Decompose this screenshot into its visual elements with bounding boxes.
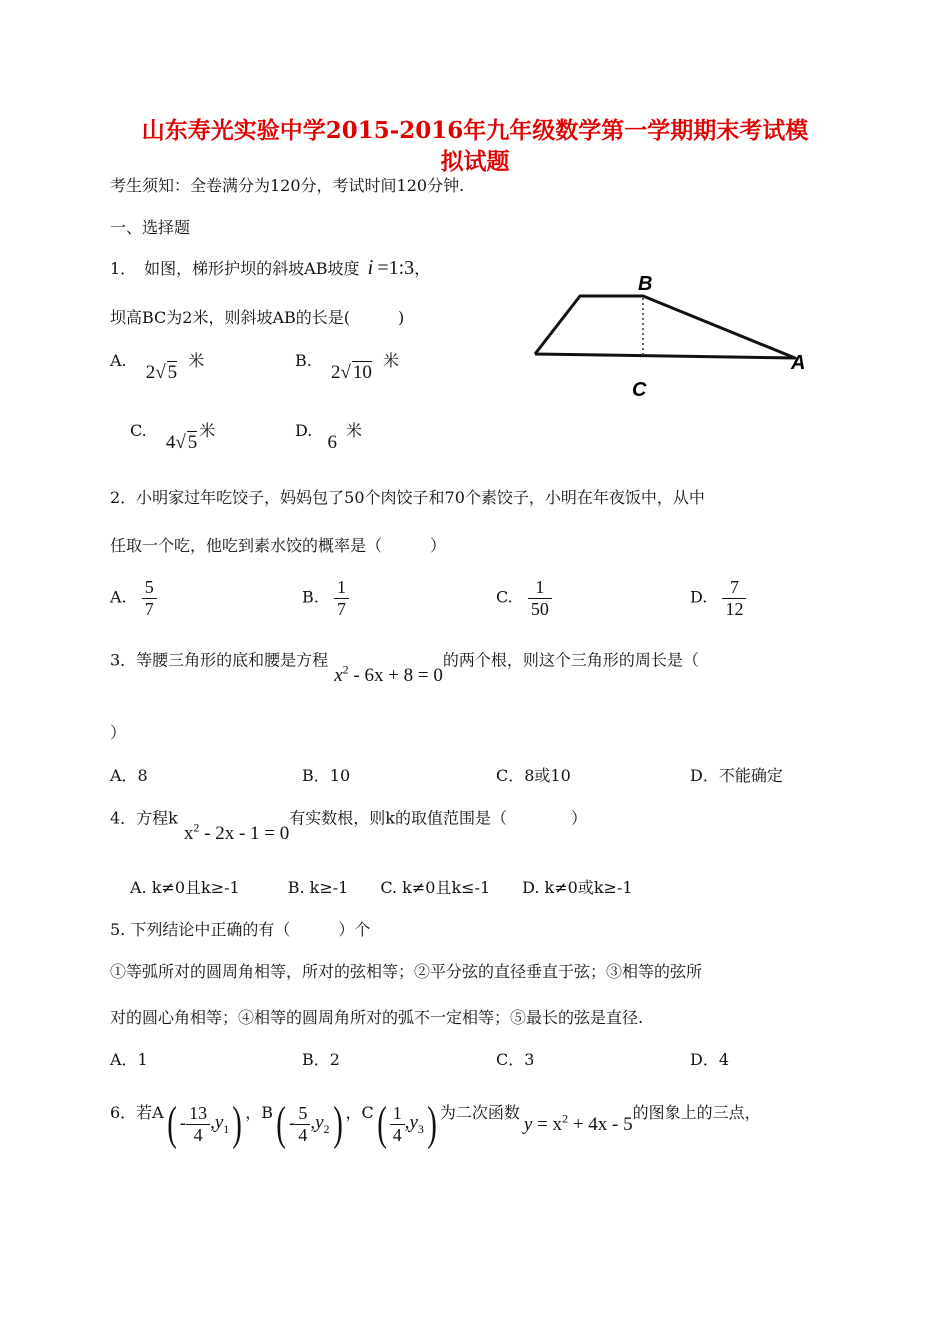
q6-point-c-y: y [409,1111,418,1133]
q3-stem-text-end: 的两个根，则这个三角形的周长是（ [442,650,699,670]
q6-point-a-numerator: 13 [189,1102,208,1123]
q2-option-b-denominator: 7 [334,598,349,620]
q4-eq-exponent: 2 [193,821,200,835]
q6-func-eq: = x [537,1114,563,1136]
q1-option-a: A. 2√ 5 米 [110,351,205,383]
q3-stem [110,647,699,687]
q1-stem-line2: 坝高BC为2米，则斜坡AB的长是( ) [110,308,405,327]
q1-option-a-unit: 米 [188,351,205,370]
q3-stem-text: 3．等腰三角形的底和腰是方程 [110,650,329,670]
q3-eq-exponent: 2 [342,663,349,677]
q1-stem-comma: ， [414,259,431,278]
q2-option-a [110,577,157,619]
q4-eq-x: x [183,823,194,845]
q2-stem-line1: 2．小明家过年吃饺子，妈妈包了50个肉饺子和70个素饺子，小明在年夜饭中，从中 [110,488,705,507]
exam-notice: 考生须知：全卷满分为120分，考试时间120分钟. [110,176,465,195]
q5-option-c: C．3 [496,1050,535,1069]
q1-option-c-unit: 米 [199,421,216,440]
q2-option-b-label: B. [302,587,319,607]
q6-paren-open-a: ( [166,1097,177,1150]
q4-eq-rest: - 2x - 1 = 0 [204,823,290,845]
q6-point-a-label: 6．若A [110,1103,164,1122]
q5-option-a: A．1 [110,1050,148,1069]
q6-point-c-label: ，C [345,1103,374,1122]
point-c-label: C [632,379,647,401]
q6-paren-open-c: ( [376,1097,387,1150]
q2-option-a-numerator: 5 [144,577,154,597]
q3-option-c: C．8或10 [496,766,571,785]
q2-option-a-label: A. [110,587,127,607]
q5-option-b: B．2 [302,1050,340,1069]
q4-options: A. k≠0且k≥-1 B. k≥-1 C. k≠0且k≤-1 D. k≠0或k≥-1 [130,878,633,897]
q2-option-d-label: D. [690,587,708,607]
q6-point-b-numerator: 5 [298,1102,308,1123]
q1-option-d-unit: 米 [346,421,363,440]
q6-paren-close-a: ) [232,1097,243,1150]
q1-ratio-value: =1:3 [377,257,415,279]
dam-trapezoid-figure [525,262,815,402]
document-title-line1: 山东寿光实验中学2015-2016年九年级数学第一学期期末考试模 [141,117,809,144]
q6-paren-close-b: ) [332,1097,343,1150]
q6-point-a-subscript: 1 [223,1121,230,1136]
q6-func-y: y [523,1114,533,1136]
q1-option-c-label: C. [130,421,147,440]
q5-stem-line3: 对的圆心角相等；④相等的圆周角所对的弧不一定相等；⑤最长的弦是直径. [110,1008,644,1027]
dam-trapezoid-outline [535,296,795,358]
q6-point-c-numerator: 1 [392,1102,402,1123]
q1-stem-text: 1． 如图，梯形护坝的斜坡AB坡度 [110,259,360,278]
q1-option-b: B. 2√ 10 米 [295,351,399,383]
q2-option-b [302,577,349,619]
q1-option-a-radicand: 5 [167,362,178,383]
q3-option-a: A．8 [110,766,148,785]
q3-eq-x: x [334,665,343,687]
q6-point-a-sign: - [179,1113,187,1134]
q6-stem: 6．若A( - $\frac{13}{4}$ $,y_1$) ，B( - $\frac{5}{4}$ $,y_2$) ，C( $\frac{1}{4}$ $,y_3$) 为二次函数$y = x^2 + 4x - 5$的图象上的三点， [110,1097,761,1150]
q1-option-a-coef: 2 [145,362,156,383]
q1-option-d [295,418,363,453]
q1-option-d-label: D. [295,421,313,440]
q6-text-end: 的图象上的三点， [632,1103,761,1122]
q1-option-d-value: 6 [327,432,337,453]
q6-point-b-denominator: 4 [295,1124,310,1146]
q6-point-a-y: y [214,1111,224,1133]
section-heading-choice: 一、选择题 [110,218,191,237]
q6-text-mid: 为二次函数 [439,1103,520,1122]
q1-ratio-symbol: i [367,255,374,279]
q4-stem [110,805,587,845]
q6-point-b-label: ，B [245,1103,273,1122]
q2-stem-line2: 任取一个吃，他吃到素水饺的概率是（ ） [110,536,447,555]
q2-option-c-denominator: 50 [528,598,552,620]
q4-stem-text-end: 有实数根，则k的取值范围是（ ） [289,808,587,828]
q3-option-b: B．10 [302,766,351,785]
q1-option-b-unit: 米 [382,351,399,370]
q5-option-d: D．4 [690,1050,730,1069]
q2-option-c-numerator: 1 [535,577,545,597]
q1-option-c-radicand: 5 [187,432,198,453]
q1-option-b-radicand: 10 [352,362,372,383]
q5-stem-line1: 5. 下列结论中正确的有（ ）个 [110,920,371,939]
q1-stem [110,255,430,280]
q6-point-b-subscript: 2 [323,1121,330,1136]
q6-func-exponent: 2 [562,1111,569,1126]
q2-option-b-numerator: 1 [336,577,346,597]
q6-paren-open-b: ( [276,1097,286,1150]
q1-option-a-label: A. [110,351,127,370]
point-b-label: B [638,273,653,295]
q3-eq-rest: - 6x + 8 = 0 [353,665,443,687]
q3-option-d: D．不能确定 [690,766,783,785]
q2-option-d-numerator: 7 [729,577,739,597]
q1-option-b-label: B. [295,351,312,370]
q6-point-c-subscript: 3 [417,1121,424,1136]
q1-option-c: C. 4√ 5米 [130,421,216,453]
q2-option-c-label: C. [496,587,513,607]
q4-stem-text: 4．方程k [110,808,178,828]
q6-paren-close-c: ) [427,1097,437,1150]
q1-option-c-coef: 4 [165,432,176,453]
q3-stem-line2: ） [110,723,127,742]
document-title-line2: 拟试题 [440,148,510,175]
q6-point-b-sign: - [288,1113,296,1134]
q6-point-c-denominator: 4 [390,1124,405,1146]
q6-point-a-denominator: 4 [186,1124,210,1146]
q1-option-b-coef: 2 [330,362,341,383]
q6-point-b-y: y [315,1111,324,1133]
q6-func-rest: + 4x - 5 [572,1114,633,1136]
q5-stem-line2: ①等弧所对的圆周角相等，所对的弦相等；②平分弦的直径垂直于弦；③相等的弦所 [110,962,703,981]
q2-option-d-denominator: 12 [722,598,746,620]
q2-option-d [690,577,746,619]
point-a-label: A [791,352,806,374]
q2-option-a-denominator: 7 [142,598,157,620]
q2-option-c [496,577,552,619]
